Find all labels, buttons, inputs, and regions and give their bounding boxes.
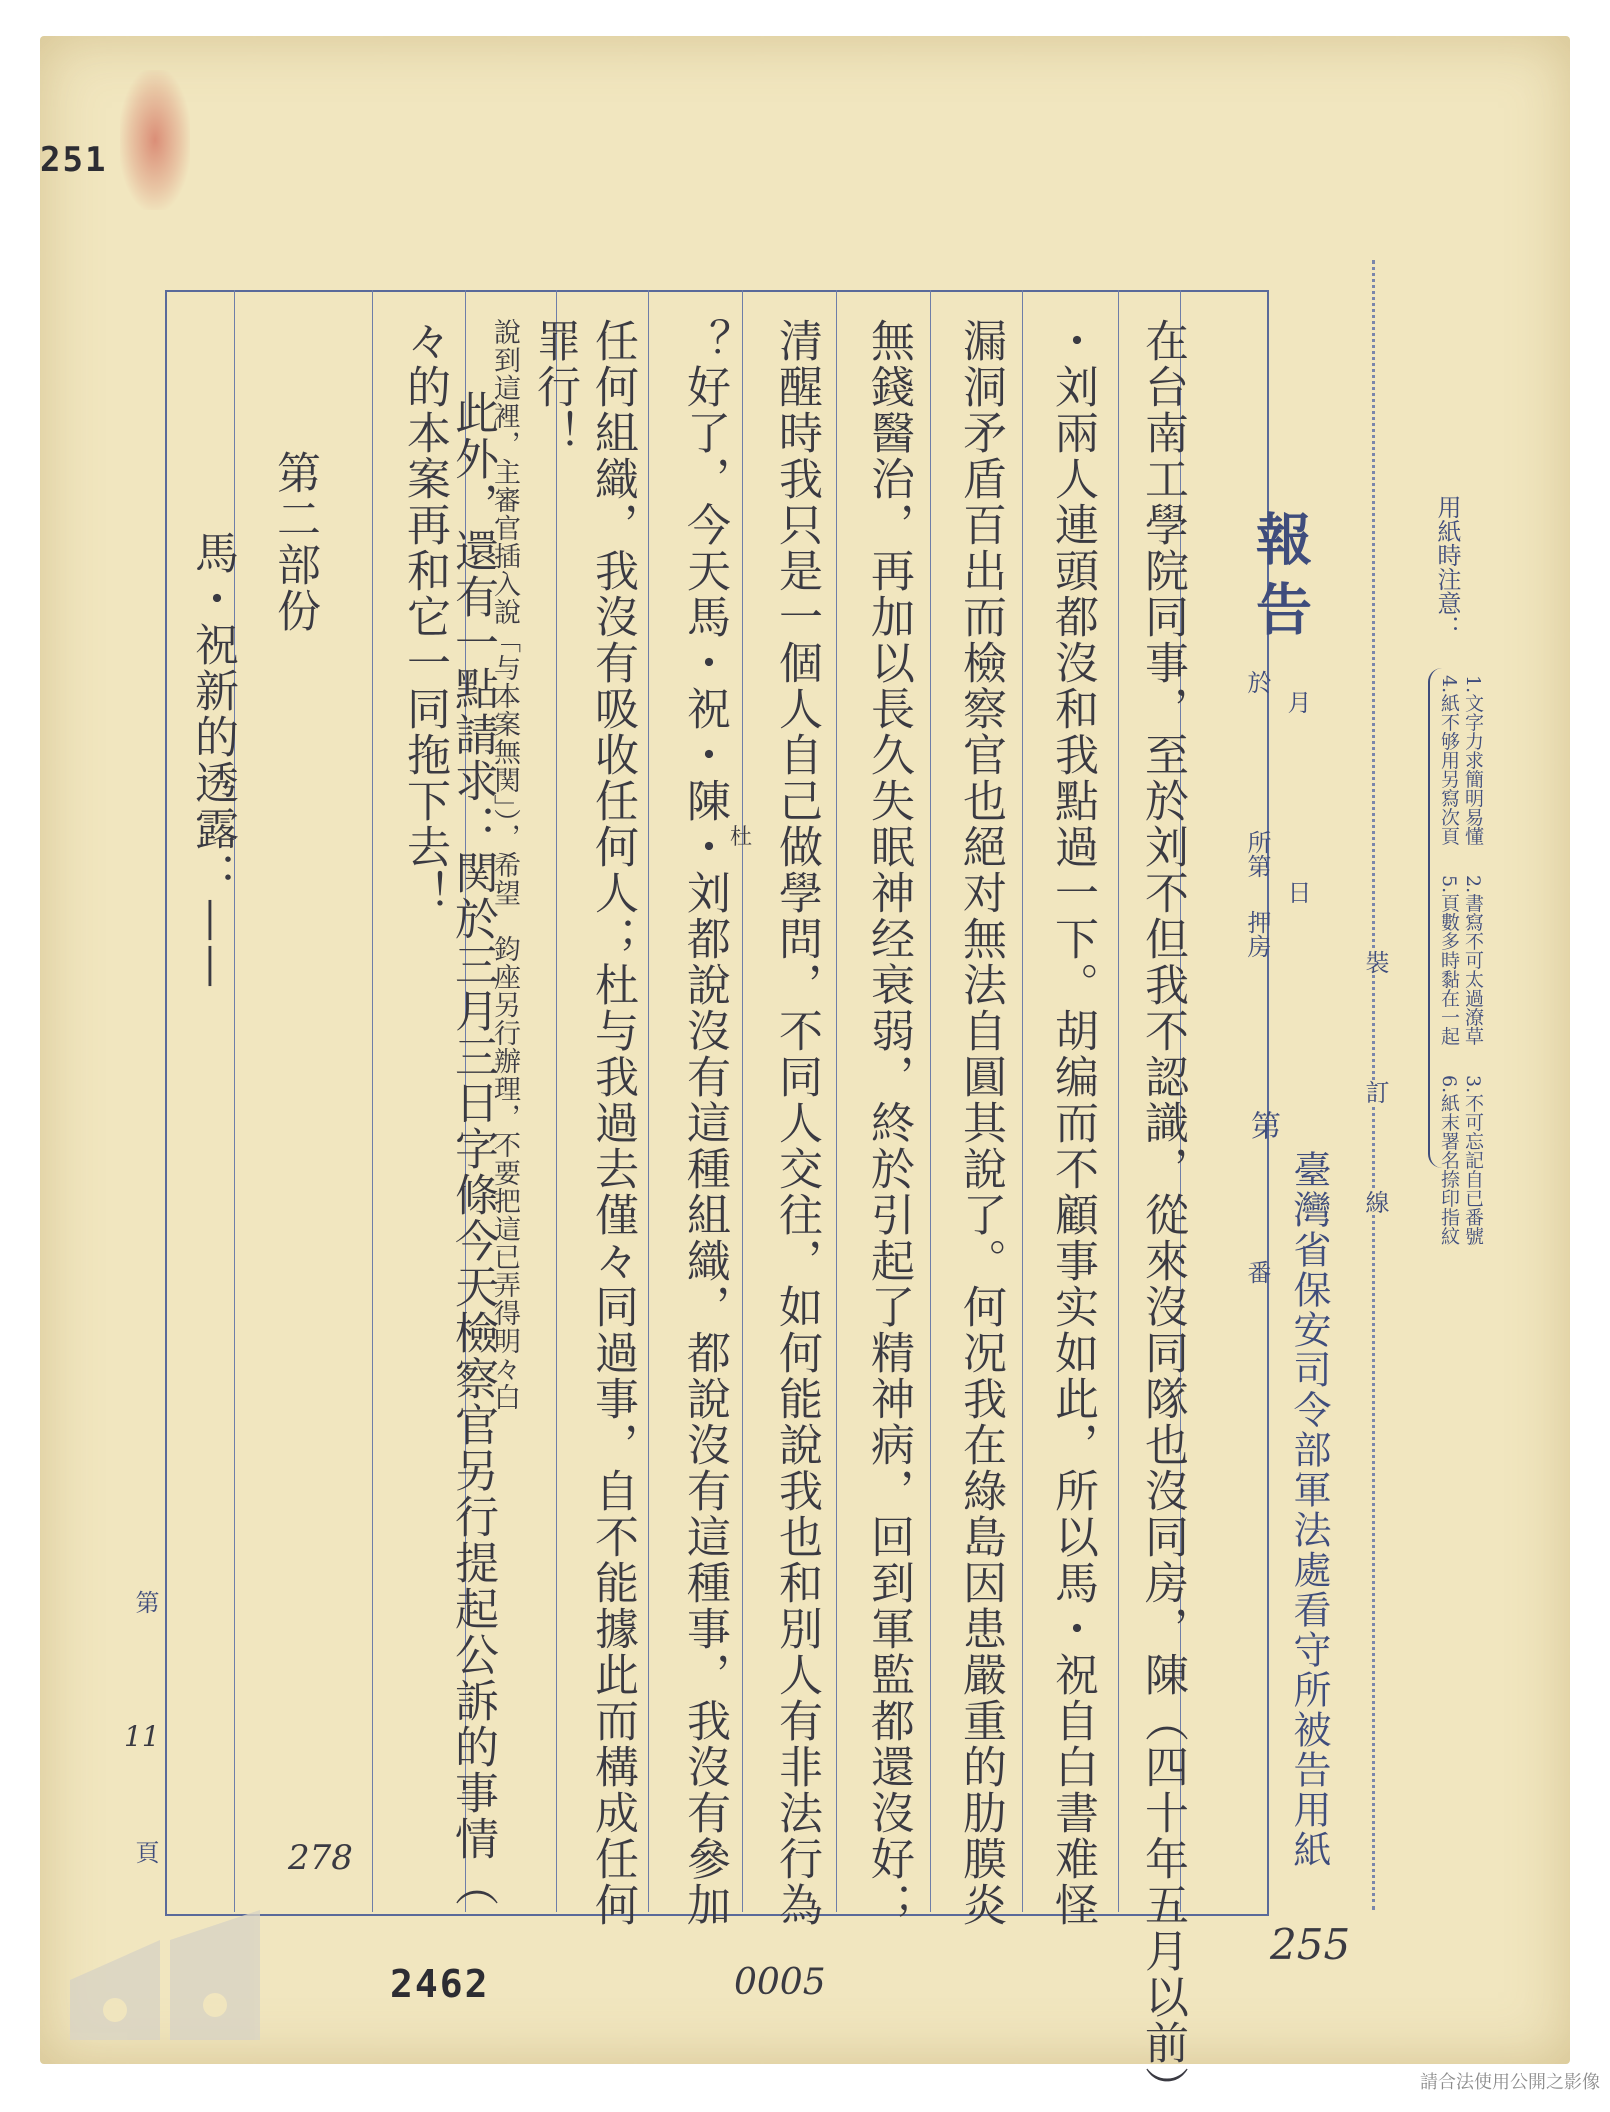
- cell-label: 押房: [1243, 910, 1271, 958]
- notes-title: 用紙時注意：: [1433, 495, 1461, 639]
- body-column: 此外，還有一點請求：関於三月三日字條今天檢察官另行提起公訴的事情（: [447, 390, 498, 1908]
- body-column: 清醒時我只是一個人自己做學問，不同人交往，如何能說我也和別人有非法行為: [771, 318, 822, 1928]
- binding-mid-label: 訂: [1358, 1080, 1393, 1104]
- note-item: 4.紙不够用另寫次頁: [1438, 675, 1460, 846]
- body-column: 漏洞矛盾百出而檢察官也絕对無法自圓其說了。何况我在綠島因患嚴重的肋膜炎: [955, 318, 1006, 1928]
- margin-scribble: 0005: [734, 1962, 826, 2003]
- report-heading-first: 報: [1247, 510, 1313, 566]
- body-column: 無錢醫治，再加以長久失眠神经衰弱，終於引起了精神病，回到軍監都還沒好；: [863, 318, 914, 1928]
- section-heading: 第二部份: [269, 450, 320, 634]
- number-label: 第: [1245, 1110, 1280, 1140]
- archive-number-bottom: 2462: [390, 1962, 490, 2006]
- red-seal-mark: [120, 70, 190, 210]
- month-label: 月: [1283, 690, 1311, 714]
- archive-number-top: 251: [40, 140, 108, 180]
- column-rule: [742, 290, 743, 1912]
- copyright-notice: 請合法使用公開之影像: [1420, 2072, 1600, 2093]
- number-suffix: 番: [1243, 1260, 1271, 1284]
- note-item: 3.不可忘記自已番號: [1462, 1075, 1484, 1246]
- prison-label: 所第: [1243, 830, 1271, 878]
- body-column: 々的本案再和它一同拖下去！: [399, 318, 450, 916]
- archive-logo-watermark: [60, 1900, 320, 2050]
- page-prefix: 第: [131, 1590, 159, 1614]
- column-rule: [836, 290, 837, 1912]
- margin-scribble: 278: [288, 1838, 353, 1878]
- note-item: 2.書寫不可太過潦草: [1462, 875, 1484, 1046]
- column-rule: [648, 290, 649, 1912]
- column-rule: [1022, 290, 1023, 1912]
- day-label: 日: [1283, 880, 1311, 904]
- binding-label: 裝: [1358, 950, 1393, 974]
- body-column: 馬・祝新的透露：——: [187, 530, 238, 990]
- binding-end-label: 線: [1358, 1190, 1393, 1214]
- body-column: 罪行！: [529, 318, 580, 456]
- page-suffix: 頁: [131, 1840, 159, 1864]
- margin-scribble: 255: [1270, 1920, 1351, 1969]
- inserted-name-note: 杜: [730, 825, 753, 850]
- body-column: 在台南工學院同事，至於刘不但我不認識，從來沒同隊也沒同房，陳（四十年五月以前）: [1137, 318, 1188, 2112]
- body-column: ・刘兩人連頭都沒和我點過一下。胡编而不顧事实如此，所以馬・祝自白書难怪: [1047, 318, 1098, 1928]
- form-title: 臺灣省保安司令部軍法處看守所被告用紙: [1287, 1150, 1331, 1870]
- body-column: 說到這裡，主審官插入說「与本案無関」），希望 鈞座另行辦理，不要把這已弄得明々白: [489, 318, 520, 1411]
- note-item: 5.頁數多時黏在一起: [1438, 875, 1460, 1046]
- note-item: 1.文字力求簡明易懂: [1462, 675, 1484, 846]
- body-column: 任何組織，我沒有吸收任何人；杜与我過去僅々同過事，自不能據此而構成任何: [587, 318, 638, 1928]
- body-column: ？好了，今天馬・祝・陳・刘都說沒有這種組織，都說沒有這種事，我沒有參加: [679, 318, 730, 1928]
- page-number: 11: [124, 1720, 160, 1753]
- column-rule: [1118, 290, 1119, 1912]
- note-item: 6.紙末署名捺印指紋: [1438, 1075, 1460, 1246]
- place-label: 於: [1243, 670, 1271, 694]
- column-rule: [930, 290, 931, 1912]
- column-rule: [372, 290, 373, 1912]
- report-heading-second: 告: [1247, 580, 1313, 636]
- column-rule: [556, 290, 557, 1912]
